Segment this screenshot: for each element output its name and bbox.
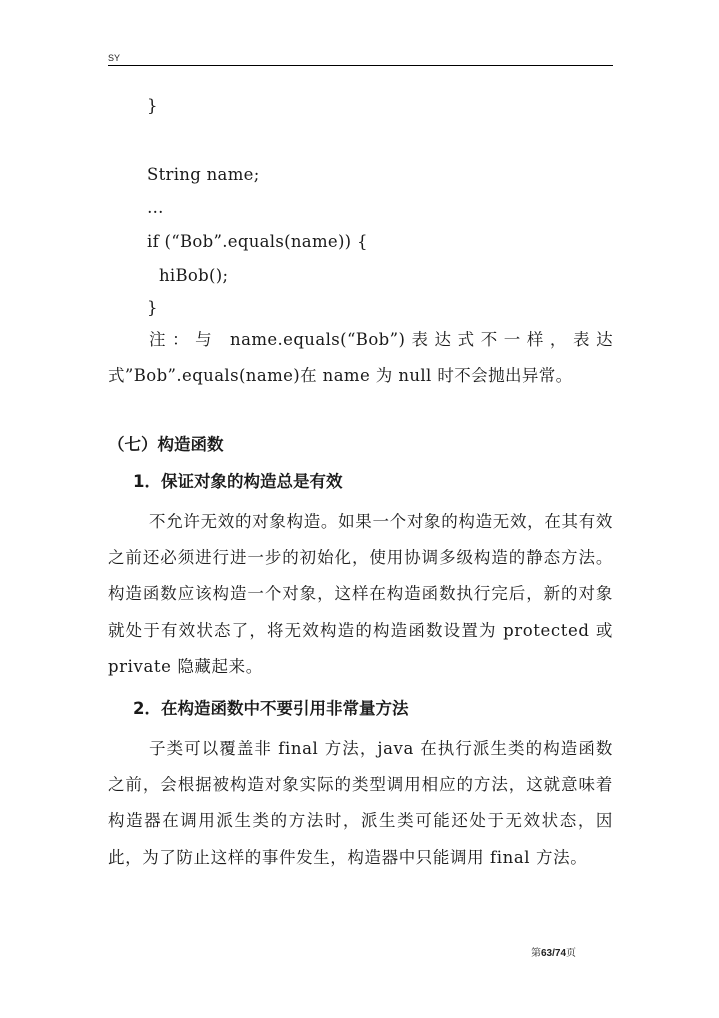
header-label: SY [108,53,121,63]
code-line-4: if (“Bob”.equals(name)) { [147,232,368,251]
page-number-suffix: 页 [566,948,577,959]
page-number-value: 63/74 [541,948,567,959]
code-line-1: } [147,96,158,115]
page-number [531,944,576,959]
note-paragraph: 注：与 name.equals(“Bob”)表达式不一样，表达式”Bob”.equals(name)在 name 为 null 时不会抛出异常。 [108,330,613,385]
subsection-2-paragraph: 子类可以覆盖非 final 方法，java 在执行派生类的构造函数之前，会根据被构造对象实际的类型调用相应的方法，这就意味着构造器在调用派生类的方法时，派生类可能还处于无效状态，因此，为了防止这样的事件发生，构造器中只能调用 final 方法。 [108,739,613,867]
code-line-2: String name; [147,165,260,184]
subsection-heading-1: 1．保证对象的构造总是有效 [133,472,343,491]
section-heading: （七）构造函数 [108,435,224,454]
code-line-6: } [147,298,158,317]
code-line-3: … [147,198,164,217]
code-line-5: hiBob(); [159,266,229,285]
subsection-1-paragraph: 不允许无效的对象构造。如果一个对象的构造无效，在其有效之前还必须进行进一步的初始化，使用协调多级构造的静态方法。构造函数应该构造一个对象，这样在构造函数执行完后，新的对象就处于有效状态了，将无效构造的构造函数设置为 protected 或 private 隐藏起来。 [108,512,613,676]
header-divider [108,65,613,66]
page-number-prefix: 第 [531,948,541,959]
subsection-heading-2: 2．在构造函数中不要引用非常量方法 [133,699,409,718]
